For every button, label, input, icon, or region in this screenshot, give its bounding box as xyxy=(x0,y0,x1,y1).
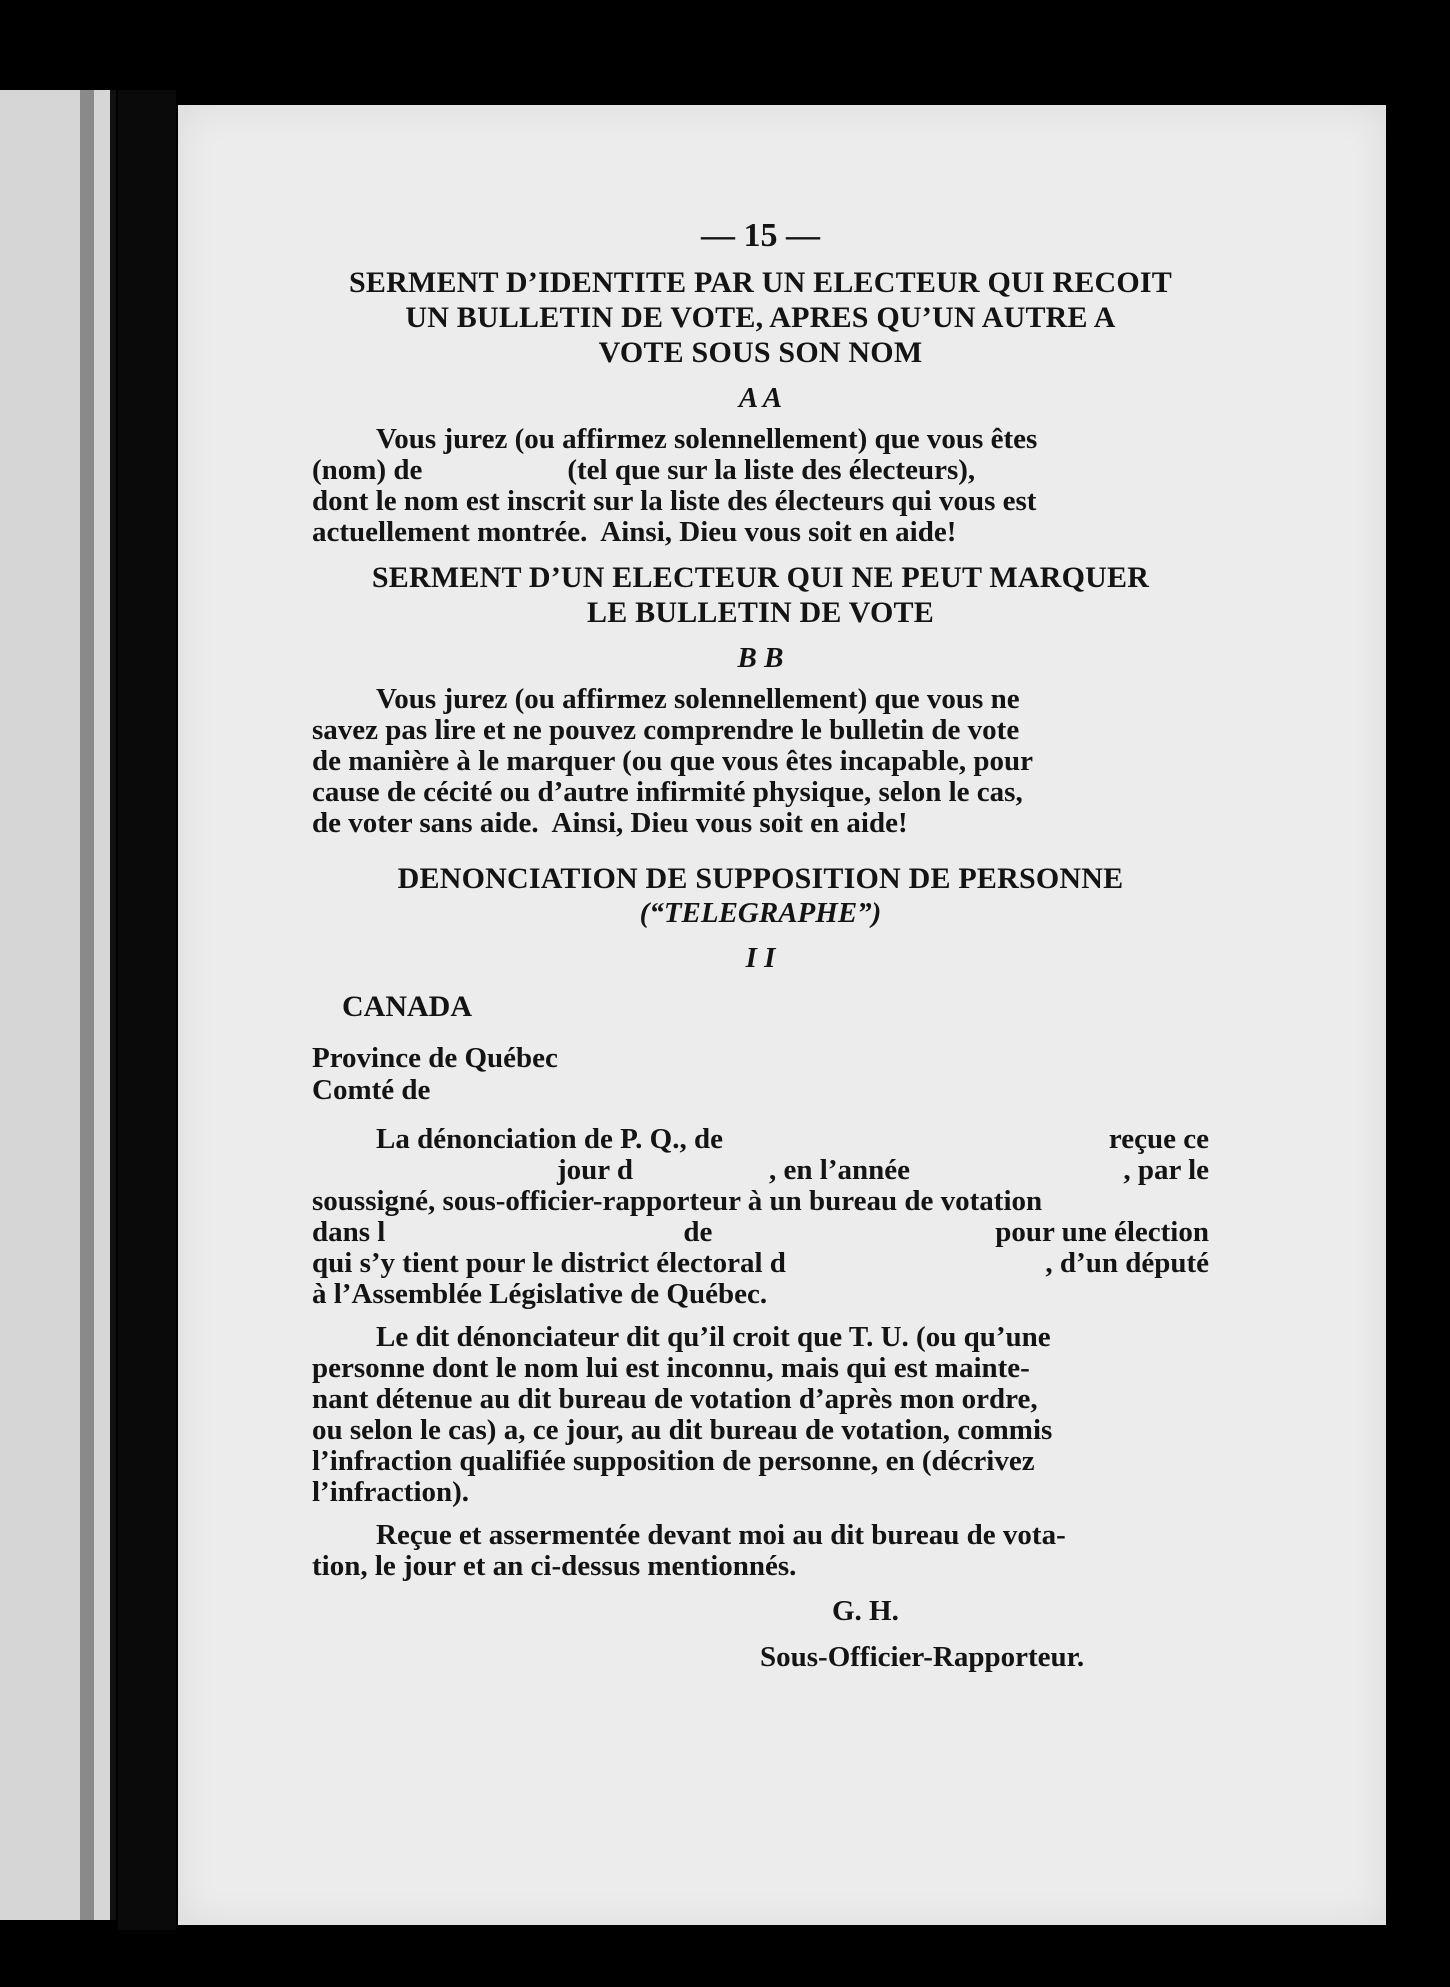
section-bb xyxy=(312,560,1209,839)
oath-paragraph-bb xyxy=(312,684,1209,839)
book-binding xyxy=(118,90,176,1930)
text-line: personne dont le nom lui est inconnu, mais qui est mainte- xyxy=(312,1352,1030,1384)
text-segment: jour d xyxy=(557,1154,634,1186)
text-line: soussigné, sous-officier-rapporteur à un bureau de votation xyxy=(312,1185,1043,1217)
section-ii-heading: DENONCIATION DE SUPPOSITION DE PERSONNE xyxy=(397,862,1124,895)
signature-initials: G. H. xyxy=(832,1595,899,1627)
heading-line: UN BULLETIN DE VOTE, APRES QU’UN AUTRE A xyxy=(405,301,1116,334)
document-page xyxy=(178,105,1386,1925)
form-label-bb: B B xyxy=(737,642,784,674)
sworn-paragraph xyxy=(312,1520,1209,1582)
text-line: Reçue et assermentée devant moi au dit bureau de vota- xyxy=(376,1519,1066,1551)
text-segment: de xyxy=(683,1216,713,1248)
heading-line: VOTE SOUS SON NOM xyxy=(598,336,923,369)
text-line xyxy=(312,1217,1209,1248)
section-ii xyxy=(312,861,1209,1674)
text-line: de manière à le marquer (ou que vous êtes incapable, pour xyxy=(312,745,1033,777)
text-line: savez pas lire et ne pouvez comprendre le bulletin de vote xyxy=(312,714,1020,746)
text-line: nant détenue au dit bureau de votation d’après mon ordre, xyxy=(312,1383,1038,1415)
text-line: (nom) de (tel que sur la liste des électeurs), xyxy=(312,454,976,486)
denonciation-paragraph xyxy=(312,1124,1209,1310)
province-label: Province de Québec xyxy=(312,1042,558,1074)
form-label-ii: I I xyxy=(745,942,776,974)
text-line: Vous jurez (ou affirmez solennellement) que vous ne xyxy=(376,683,1020,715)
section-ii-subheading: (“TELEGRAPHE”) xyxy=(639,897,882,929)
signature-block xyxy=(312,1594,1209,1674)
form-label-aa: A A xyxy=(738,382,783,414)
text-segment: dans l xyxy=(312,1216,386,1248)
section-aa-heading xyxy=(312,265,1209,370)
heading-line: LE BULLETIN DE VOTE xyxy=(587,596,934,629)
text-segment: , par le xyxy=(1123,1154,1209,1186)
text-line: ou selon le cas) a, ce jour, au dit bureau de votation, commis xyxy=(312,1414,1053,1446)
text-line: de voter sans aide. Ainsi, Dieu vous soit en aide! xyxy=(312,807,908,839)
facing-page-edge xyxy=(0,90,116,1920)
text-line: actuellement montrée. Ainsi, Dieu vous soit en aide! xyxy=(312,516,957,548)
text-line: Vous jurez (ou affirmez solennellement) que vous êtes xyxy=(376,423,1038,455)
address-block xyxy=(312,1042,1209,1106)
text-line xyxy=(312,1124,1209,1155)
text-segment: , en l’année xyxy=(769,1154,910,1186)
statement-paragraph xyxy=(312,1322,1209,1508)
facing-page-shadow xyxy=(80,90,94,1920)
text-segment: pour une élection xyxy=(995,1216,1209,1248)
text-line xyxy=(312,1155,1209,1186)
section-bb-heading xyxy=(312,560,1209,630)
country-label: CANADA xyxy=(342,990,472,1023)
county-label: Comté de xyxy=(312,1074,431,1106)
text-line: dont le nom est inscrit sur la liste des électeurs qui vous est xyxy=(312,485,1037,517)
text-line: cause de cécité ou d’autre infirmité physique, selon le cas, xyxy=(312,776,1023,808)
page-number: — 15 — xyxy=(701,217,820,254)
text-segment: La dénonciation de P. Q., de xyxy=(376,1123,723,1155)
text-line xyxy=(312,1248,1209,1279)
text-line: l’infraction). xyxy=(312,1476,470,1508)
text-segment: , d’un député xyxy=(1045,1247,1209,1279)
text-line: Le dit dénonciateur dit qu’il croit que T. U. (ou qu’une xyxy=(376,1321,1051,1353)
heading-line: SERMENT D’UN ELECTEUR QUI NE PEUT MARQUER xyxy=(371,561,1150,594)
text-segment: reçue ce xyxy=(1108,1123,1209,1155)
section-aa xyxy=(312,265,1209,548)
signature-title: Sous-Officier-Rapporteur. xyxy=(760,1641,1085,1673)
oath-paragraph-aa xyxy=(312,424,1209,548)
page-content xyxy=(312,217,1209,1674)
scan-bottom-margin xyxy=(0,1930,1450,1987)
text-segment: qui s’y tient pour le district électoral d xyxy=(312,1247,786,1279)
text-line: l’infraction qualifiée supposition de personne, en (décrivez xyxy=(312,1445,1035,1477)
text-line: tion, le jour et an ci-dessus mentionnés. xyxy=(312,1550,797,1582)
text-line: à l’Assemblée Législative de Québec. xyxy=(312,1278,768,1310)
heading-line: SERMENT D’IDENTITE PAR UN ELECTEUR QUI RECOIT xyxy=(348,266,1173,299)
